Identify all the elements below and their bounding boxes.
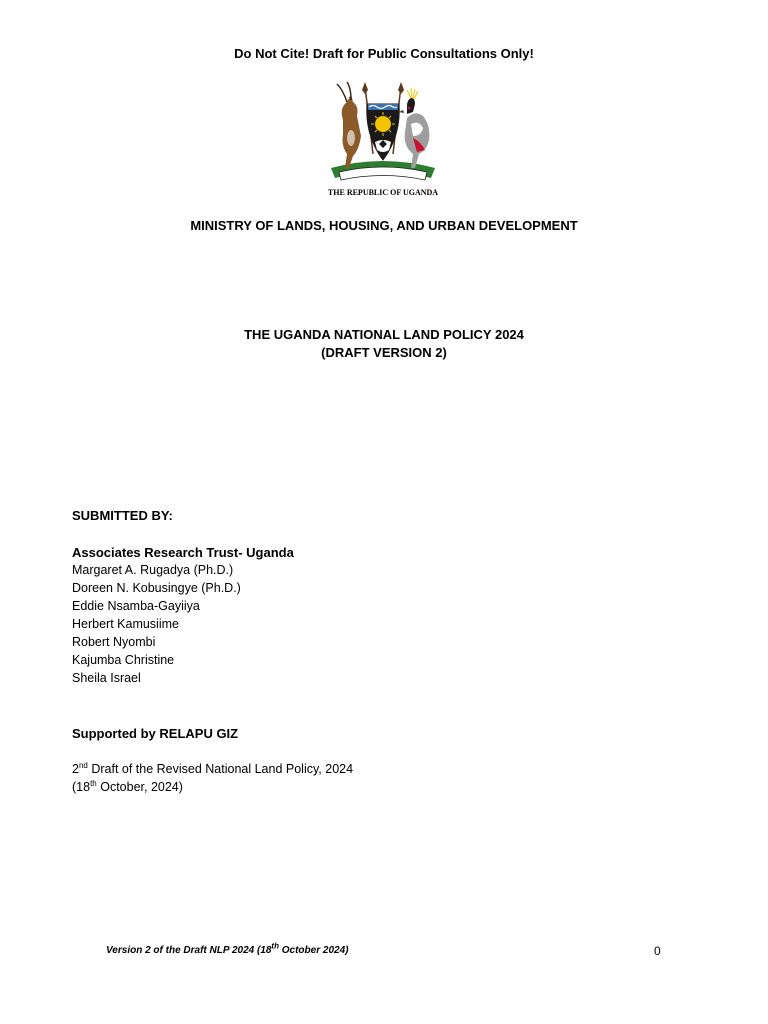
draft-date: (18th October, 2024) [72,778,183,794]
member-name: Doreen N. Kobusingye (Ph.D.) [72,581,241,595]
document-title: THE UGANDA NATIONAL LAND POLICY 2024 [244,327,524,342]
draft-notice: Do Not Cite! Draft for Public Consultations Only! [234,46,534,61]
document-subtitle: (DRAFT VERSION 2) [321,345,447,360]
page-number: 0 [654,944,661,958]
submitting-organization: Associates Research Trust- Uganda [72,545,294,560]
coat-of-arms-emblem [303,76,463,200]
member-name: Sheila Israel [72,671,141,685]
member-name: Robert Nyombi [72,635,156,649]
emblem-caption: THE REPUBLIC OF UGANDA [327,188,439,197]
member-name: Eddie Nsamba-Gayiiya [72,599,200,613]
member-name: Kajumba Christine [72,653,175,667]
footer-version-text: Version 2 of the Draft NLP 2024 (18th October 2024) [106,941,349,956]
draft-description: 2nd Draft of the Revised National Land Policy, 2024 [72,760,354,776]
coat-of-arms-icon [303,76,463,200]
member-name: Herbert Kamusiime [72,617,179,631]
ministry-name: MINISTRY OF LANDS, HOUSING, AND URBAN DEVELOPMENT [190,218,578,233]
member-name: Margaret A. Rugadya (Ph.D.) [72,563,234,577]
support-statement: Supported by RELAPU GIZ [72,726,239,741]
submitted-by-heading: SUBMITTED BY: [72,508,173,523]
